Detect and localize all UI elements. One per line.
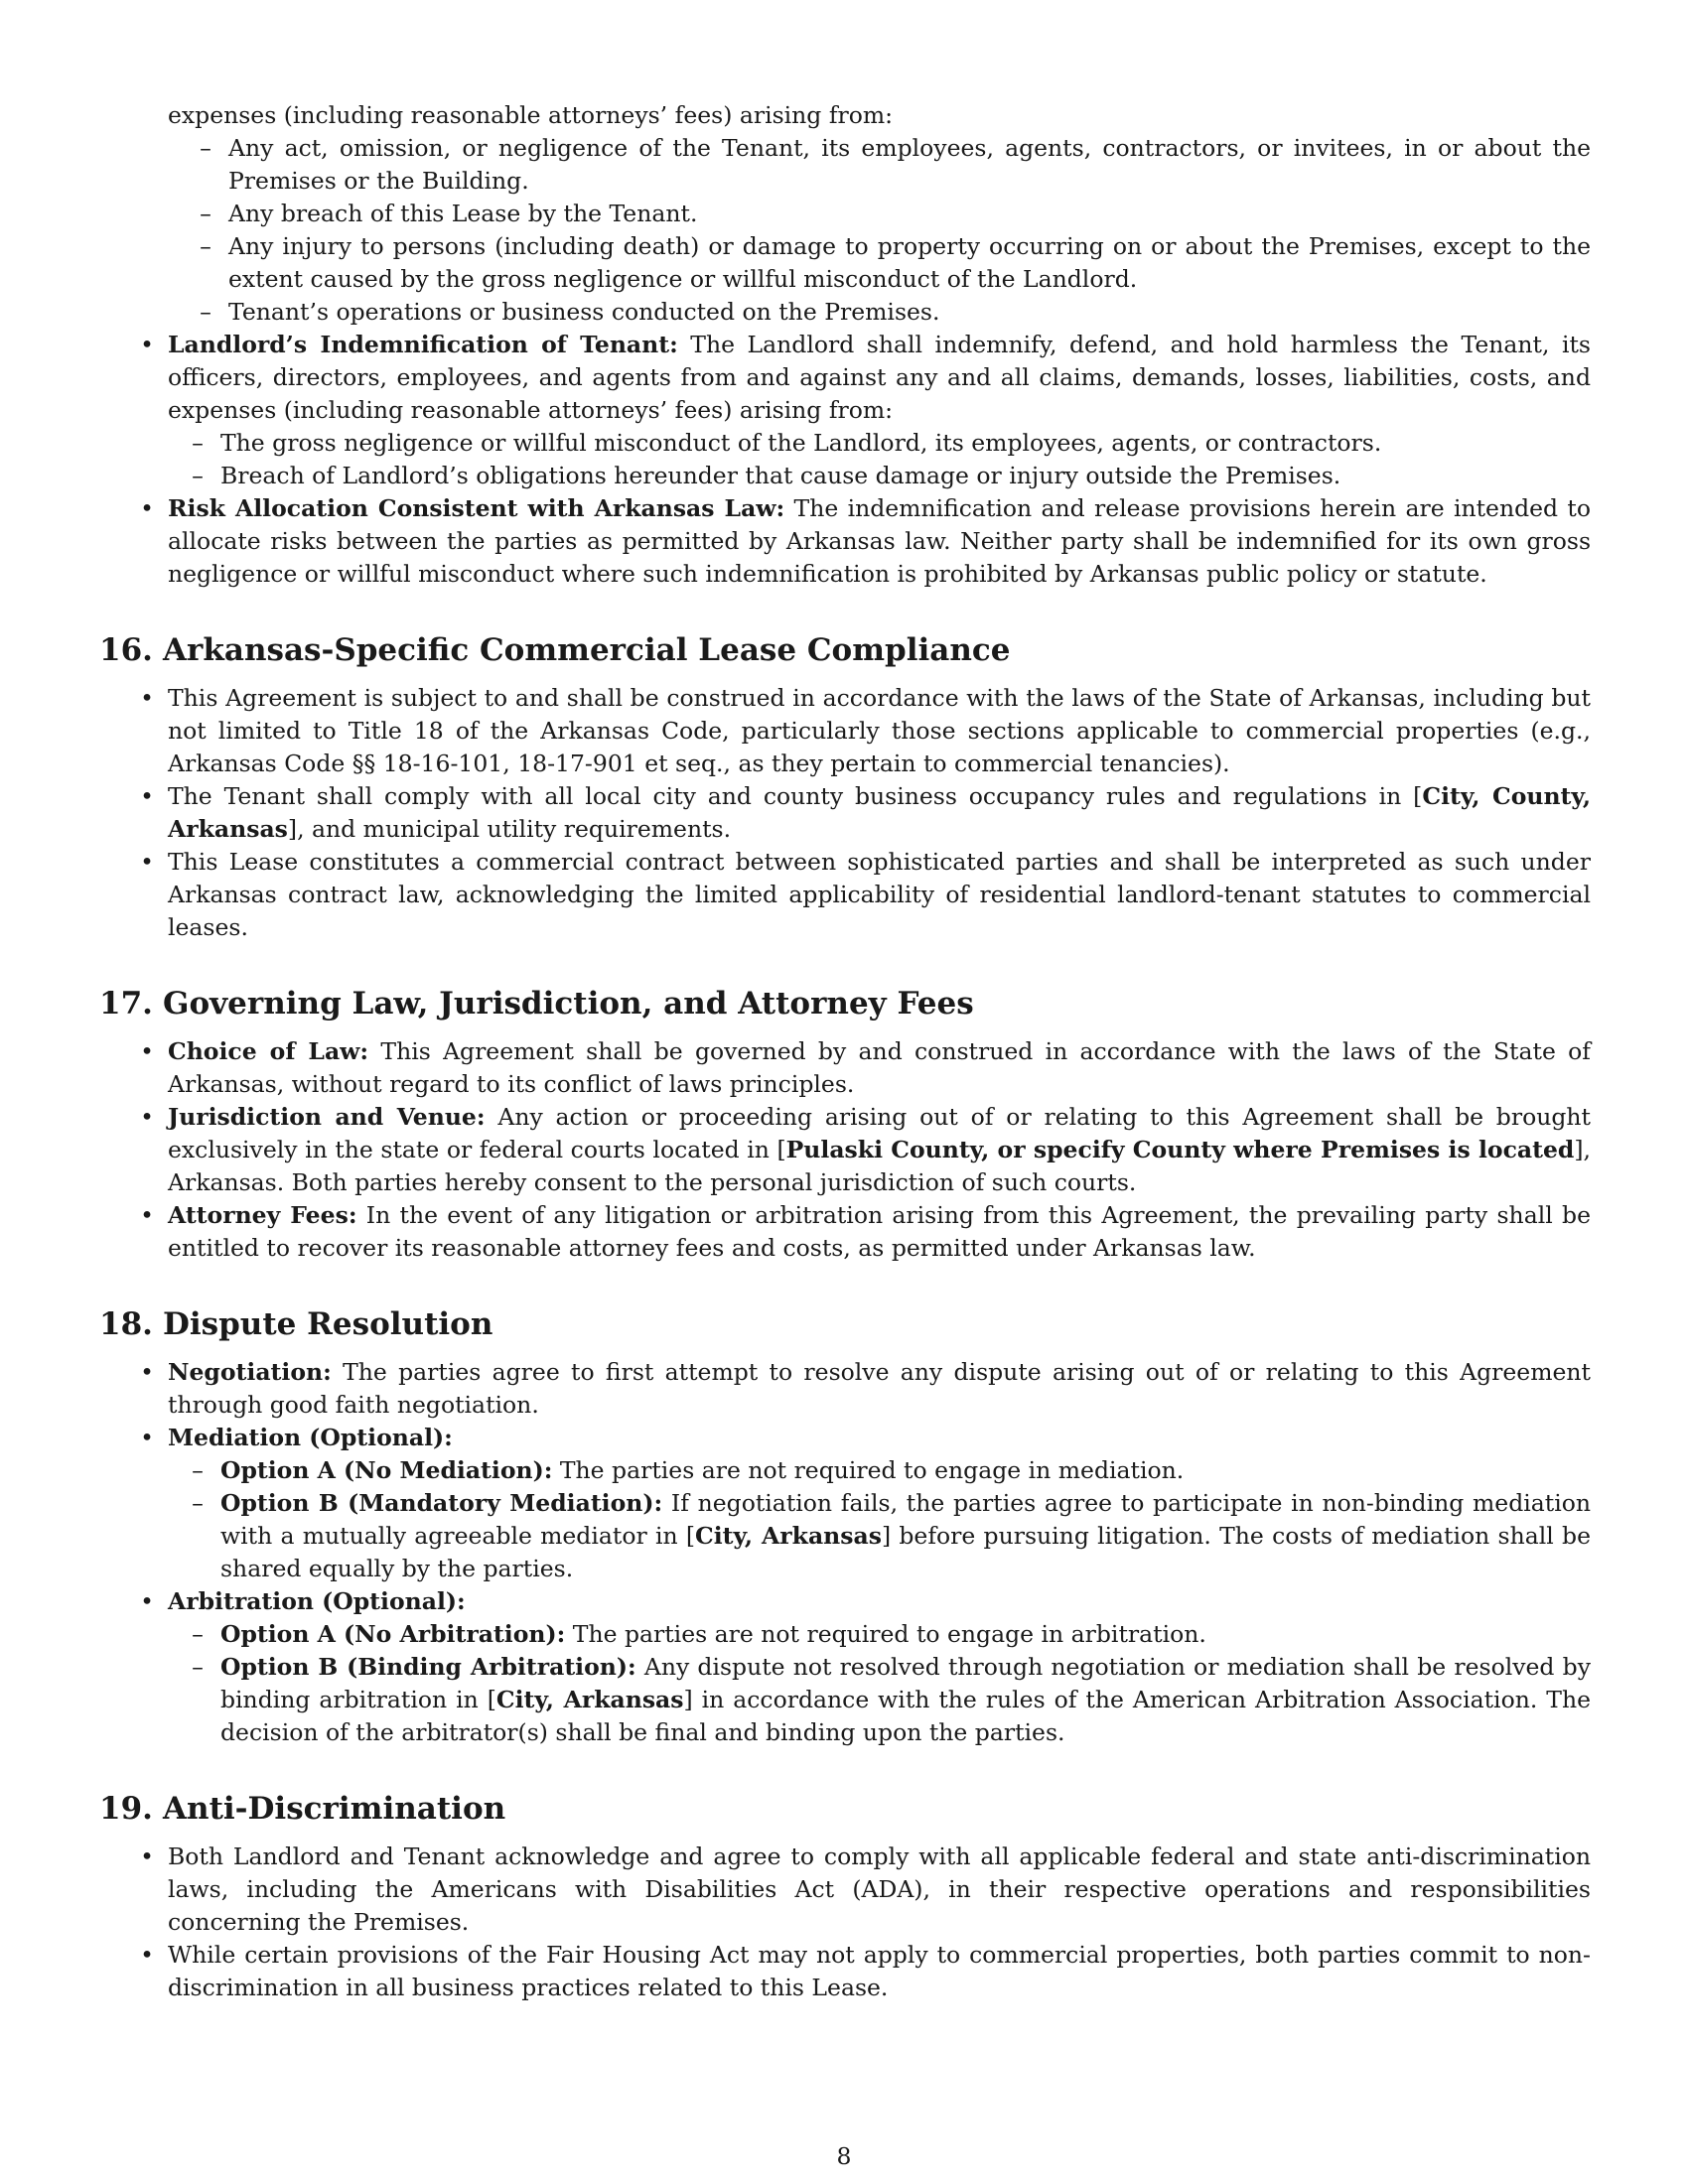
- list-item: • Mediation (Optional): – Option A (No Mediation): The parties are not required to engage in mediation. – Option B (Mandatory Mediation): If negotiation fails, the parties agree to participate in non-binding mediation with a mutually agreeable mediator in [City, Arkansas] before pursuing litigation. The costs of mediation shall be shared equally by the parties.: [99, 1422, 1591, 1585]
- bullet-marker: •: [140, 848, 154, 876]
- list-item: • This Agreement is subject to and shall be construed in accordance with the laws of the State of Arkansas, including but not limited to Title 18 of the Arkansas Code, particularly those sections applicable to commercial properties (e.g., Arkansas Code §§ 18-16-101, 18-17-901 et seq., as they pertain to commercial tenancies).: [99, 682, 1591, 780]
- list-item: – Any breach of this Lease by the Tenant.: [168, 198, 1591, 230]
- bullet-lead: Risk Allocation Consistent with Arkansas Law:: [168, 494, 785, 522]
- bullet-marker: •: [140, 1358, 154, 1386]
- dash-marker: –: [200, 134, 211, 162]
- dash-marker: –: [192, 429, 204, 457]
- bullet-marker: •: [140, 1424, 154, 1451]
- list-item: – Option B (Binding Arbitration): Any dispute not resolved through negotiation or mediation shall be resolved by binding arbitration in [City, Arkansas] in accordance with the rules of the American Arbitration Association. The decision of the arbitrator(s) shall be final and binding upon the parties.: [160, 1651, 1591, 1749]
- list-item: • The Tenant shall comply with all local city and county business occupancy rules and regulations in [City, County, Arkansas], and municipal utility requirements.: [99, 780, 1591, 846]
- placeholder-location: City, County, Arkansas: [168, 782, 1592, 843]
- dash-marker: –: [200, 200, 211, 227]
- placeholder-city: City, Arkansas: [695, 1522, 882, 1550]
- risk-allocation-item: • Risk Allocation Consistent with Arkansas Law: The indemnification and release provisions herein are intended to allocate risks between the parties as permitted by Arkansas law. Neither party shall be indemnified for its own gross negligence or willful misconduct where such indemnification is prohibited by Arkansas public policy or statute.: [99, 492, 1591, 591]
- list-item: • This Lease constitutes a commercial contract between sophisticated parties and shall be interpreted as such under Arkansas contract law, acknowledging the limited applicability of residential landlord-tenant statutes to commercial leases.: [99, 846, 1591, 944]
- list-item: • Arbitration (Optional): – Option A (No Arbitration): The parties are not required to engage in arbitration. – Option B (Binding Arbitration): Any dispute not resolved through negotiation or mediation shall be resolved by binding arbitration in [City, Arkansas] in accordance with the rules of the American Arbitration Association. The decision of the arbitrator(s) shall be final and binding upon the parties.: [99, 1585, 1591, 1749]
- placeholder-city: City, Arkansas: [495, 1686, 684, 1713]
- bullet-marker: •: [140, 1587, 154, 1615]
- bullet-marker: •: [140, 1201, 154, 1229]
- bullet-marker: •: [140, 1843, 154, 1870]
- dash-marker: –: [192, 1456, 204, 1484]
- list-item: • While certain provisions of the Fair Housing Act may not apply to commercial properties, both parties commit to non-discrimination in all business practices related to this Lease.: [99, 1939, 1591, 2004]
- section-15-bullets: [99, 329, 1591, 591]
- section-18-heading: 18. Dispute Resolution: [99, 1306, 493, 1342]
- bullet-marker: •: [140, 684, 154, 712]
- mediation-options: [168, 1454, 1591, 1585]
- dash-marker: –: [192, 1653, 204, 1681]
- list-item: – Option A (No Mediation): The parties are not required to engage in mediation.: [160, 1454, 1591, 1487]
- dash-marker: –: [192, 1489, 204, 1517]
- bullet-lead: Landlord’s Indemnification of Tenant:: [168, 331, 678, 358]
- intro-continuation: expenses (including reasonable attorneys’ fees) arising from:: [168, 101, 894, 129]
- bullet-marker: •: [140, 494, 154, 522]
- list-item: – Option A (No Arbitration): The parties are not required to engage in arbitration.: [160, 1618, 1591, 1651]
- tenant-indemnification-list: [99, 132, 1591, 329]
- bullet-marker: •: [140, 782, 154, 810]
- section-19-bullets: [99, 1841, 1591, 2004]
- dash-marker: –: [192, 1620, 204, 1648]
- dash-marker: –: [200, 232, 211, 260]
- landlord-indemnification-item: • Landlord’s Indemnification of Tenant: The Landlord shall indemnify, defend, and hold harmless the Tenant, its officers, directors, employees, and agents from and against any and all claims, demands, losses, liabilities, costs, and expenses (including reasonable attorneys’ fees) arising from: – The gross negligence or willful misconduct of the Landlord, its employees, agents, or contractors. – Breach of Landlord’s obligations hereunder that cause damage or injury outside the Premises.: [99, 329, 1591, 492]
- list-item: • Negotiation: The parties agree to first attempt to resolve any dispute arising out of or relating to this Agreement through good faith negotiation.: [99, 1356, 1591, 1422]
- list-item: – Any act, omission, or negligence of the Tenant, its employees, agents, contractors, or invitees, in or about the Premises or the Building.: [168, 132, 1591, 198]
- dash-marker: –: [200, 298, 211, 326]
- page-number: 8: [836, 2142, 852, 2170]
- list-item: • Choice of Law: This Agreement shall be governed by and construed in accordance with the laws of the State of Arkansas, without regard to its conflict of laws principles.: [99, 1035, 1591, 1101]
- list-item: – Any injury to persons (including death) or damage to property occurring on or about the Premises, except to the extent caused by the gross negligence or willful misconduct of the Landlord.: [168, 230, 1591, 296]
- list-item: • Jurisdiction and Venue: Any action or proceeding arising out of or relating to this Agreement shall be brought exclusively in the state or federal courts located in [Pulaski County, or specify County where Premises is located], Arkansas. Both parties hereby consent to the personal jurisdiction of such courts.: [99, 1101, 1591, 1199]
- list-item: • Both Landlord and Tenant acknowledge and agree to comply with all applicable federal and state anti-discrimination laws, including the Americans with Disabilities Act (ADA), in their respective operations and responsibilities concerning the Premises.: [99, 1841, 1591, 1939]
- section-17-heading: 17. Governing Law, Jurisdiction, and Attorney Fees: [99, 986, 974, 1022]
- list-item: • Attorney Fees: In the event of any litigation or arbitration arising from this Agreement, the prevailing party shall be entitled to recover its reasonable attorney fees and costs, as permitted under Arkansas law.: [99, 1199, 1591, 1265]
- list-item: – Option B (Mandatory Mediation): If negotiation fails, the parties agree to participate in non-binding mediation with a mutually agreeable mediator in [City, Arkansas] before pursuing litigation. The costs of mediation shall be shared equally by the parties.: [160, 1487, 1591, 1585]
- section-18-bullets: [99, 1356, 1591, 1749]
- bullet-marker: •: [140, 331, 154, 358]
- list-item: – Breach of Landlord’s obligations hereunder that cause damage or injury outside the Premises.: [160, 460, 1591, 492]
- arbitration-options: [168, 1618, 1591, 1749]
- section-16-heading: 16. Arkansas-Specific Commercial Lease Compliance: [99, 632, 1011, 668]
- list-item: – The gross negligence or willful misconduct of the Landlord, its employees, agents, or contractors.: [160, 427, 1591, 460]
- section-19-heading: 19. Anti-Discrimination: [99, 1791, 506, 1827]
- bullet-marker: •: [140, 1037, 154, 1065]
- section-17-bullets: [99, 1035, 1591, 1265]
- landlord-indemnification-list: [168, 427, 1591, 492]
- list-item: – Tenant’s operations or business conducted on the Premises.: [168, 296, 1591, 329]
- dash-marker: –: [192, 462, 204, 489]
- bullet-marker: •: [140, 1103, 154, 1131]
- page-content: [99, 99, 1591, 2004]
- section-16-bullets: [99, 682, 1591, 944]
- bullet-marker: •: [140, 1941, 154, 1969]
- placeholder-county: Pulaski County, or specify County where Premises is located: [785, 1136, 1575, 1163]
